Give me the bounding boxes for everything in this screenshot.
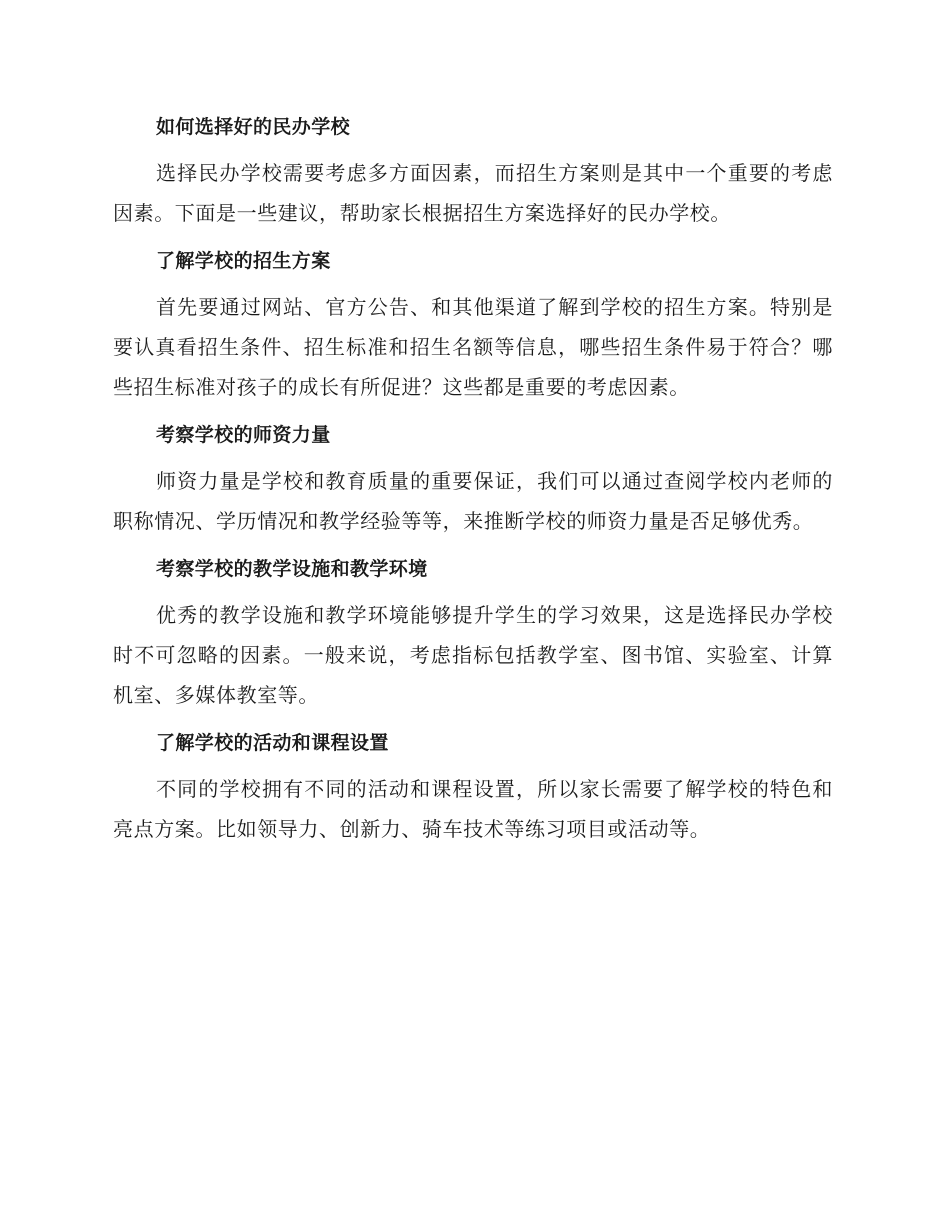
document-page (113, 108, 833, 858)
section-heading: 考察学校的师资力量 (156, 424, 331, 446)
section-paragraph: 师资力量是学校和教育质量的重要保证，我们可以通过查阅学校内老师的职称情况、学历情况和教学经验等等，来推断学校的师资力量是否足够优秀。 (113, 469, 833, 533)
section-paragraph: 选择民办学校需要考虑多方面因素，而招生方案则是其中一个重要的考虑因素。下面是一些建议，帮助家长根据招生方案选择好的民办学校。 (113, 161, 833, 225)
section-paragraph: 不同的学校拥有不同的活动和课程设置，所以家长需要了解学校的特色和亮点方案。比如领导力、创新力、骑车技术等练习项目或活动等。 (113, 777, 833, 841)
section-paragraph: 首先要通过网站、官方公告、和其他渠道了解到学校的招生方案。特别是要认真看招生条件、招生标准和招生名额等信息，哪些招生条件易于符合？哪些招生标准对孩子的成长有所促进？这些都是重要的考虑因素。 (113, 295, 833, 399)
section-heading: 如何选择好的民办学校 (156, 116, 351, 138)
section-heading: 了解学校的活动和课程设置 (156, 732, 389, 754)
section-heading: 考察学校的教学设施和教学环境 (156, 558, 428, 580)
section-heading: 了解学校的招生方案 (156, 250, 331, 272)
section-paragraph: 优秀的教学设施和教学环境能够提升学生的学习效果，这是选择民办学校时不可忽略的因素。一般来说，考虑指标包括教学室、图书馆、实验室、计算机室、多媒体教室等。 (113, 603, 833, 707)
